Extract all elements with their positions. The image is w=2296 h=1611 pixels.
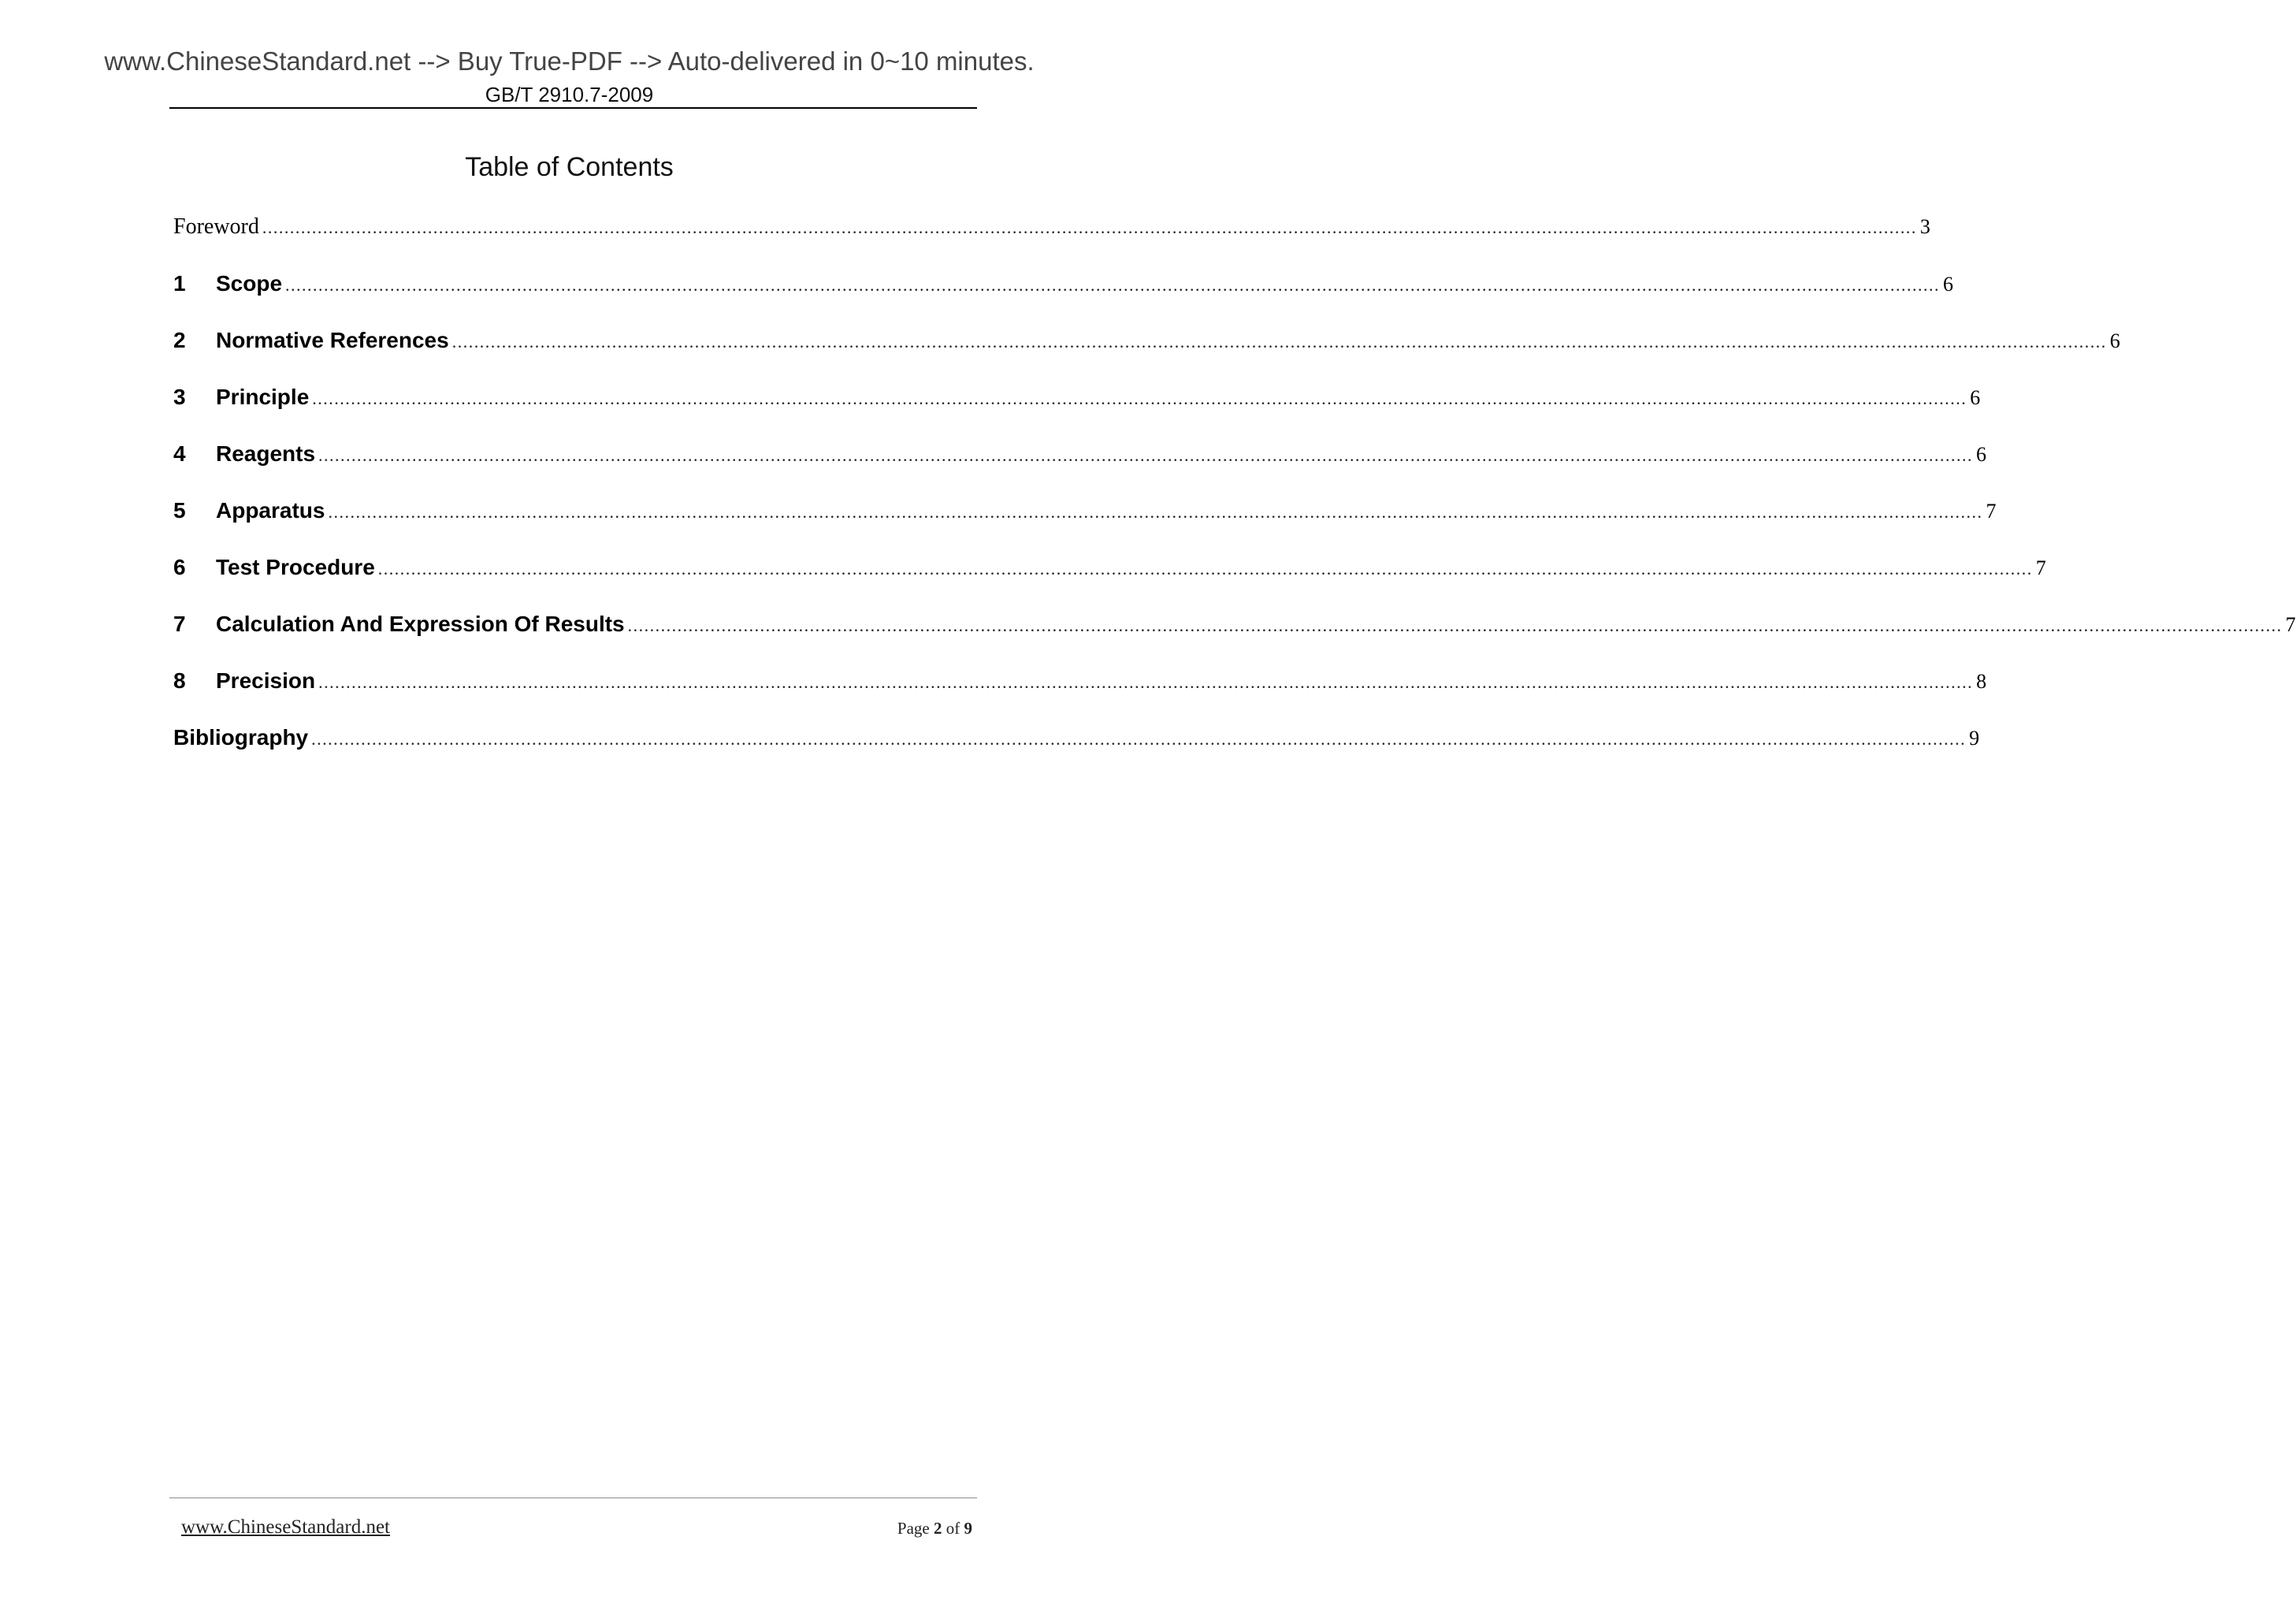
- toc-leader-dots: ............................................................................................................................................................................................................................................................................................................: [311, 729, 1967, 749]
- toc-entry-apparatus[interactable]: [173, 498, 1997, 536]
- toc-entry-number: 4: [173, 441, 186, 466]
- standard-code: GB/T 2910.7-2009: [485, 83, 654, 106]
- toc-leader-dots: ............................................................................................................................................................................................................................................................................................................: [318, 445, 1974, 465]
- current-page: 2: [934, 1519, 942, 1538]
- toc-entry-label: Scope: [216, 271, 283, 296]
- page-of: of: [946, 1519, 960, 1538]
- toc-leader-dots: ............................................................................................................................................................................................................................................................................................................: [262, 218, 1917, 237]
- toc-entry-label: Precision: [216, 668, 316, 693]
- toc-entry-number: 1: [173, 271, 186, 296]
- toc-entry-label: Apparatus: [216, 498, 325, 523]
- toc-leader-dots: ............................................................................................................................................................................................................................................................................................................: [328, 502, 1983, 522]
- toc-entry-page: 7: [1986, 500, 1997, 523]
- total-pages: 9: [964, 1519, 972, 1538]
- toc-leader-dots: ............................................................................................................................................................................................................................................................................................................: [377, 559, 2033, 579]
- toc-entry-principle[interactable]: [173, 385, 1981, 422]
- toc-leader-dots: ............................................................................................................................................................................................................................................................................................................: [312, 389, 1967, 408]
- toc-entry-page: 6: [1943, 273, 1954, 296]
- toc-entry-number: 8: [173, 668, 186, 693]
- toc-leader-dots: ............................................................................................................................................................................................................................................................................................................: [318, 672, 1974, 692]
- toc-entry-number: 3: [173, 385, 186, 409]
- toc-leader-dots: ............................................................................................................................................................................................................................................................................................................: [451, 332, 2107, 352]
- toc-entry-label: Foreword: [173, 214, 259, 239]
- toc-entry-precision[interactable]: [173, 668, 1987, 706]
- toc-entry-normative-references[interactable]: [173, 328, 2120, 366]
- toc-entry-page: 7: [2035, 556, 2046, 579]
- toc-entry-page: 3: [1919, 215, 1930, 238]
- toc-entry-page: 6: [1976, 443, 1987, 466]
- footer-site-link[interactable]: www.ChineseStandard.net: [181, 1516, 390, 1538]
- toc-entry-number: 2: [173, 328, 186, 352]
- toc-leader-dots: ............................................................................................................................................................................................................................................................................................................: [285, 275, 1941, 295]
- toc-entry-label: Reagents: [216, 441, 316, 466]
- toc-entry-bibliography[interactable]: [173, 725, 1980, 763]
- toc-title: Table of Contents: [465, 152, 674, 182]
- toc-entry-foreword[interactable]: [173, 214, 1930, 252]
- toc-entry-page: 8: [1976, 670, 1987, 693]
- toc-entry-number: 5: [173, 498, 186, 523]
- toc-entry-page: 9: [1969, 727, 1980, 750]
- toc-entry-label: Test Procedure: [216, 555, 375, 579]
- toc-entry-number: 6: [173, 555, 186, 579]
- page-number: [897, 1516, 972, 1540]
- header-divider: [169, 107, 977, 109]
- toc-entry-page: 6: [1970, 386, 1981, 409]
- toc-leader-dots: ............................................................................................................................................................................................................................................................................................................: [627, 616, 2283, 635]
- page-prefix: Page: [897, 1519, 930, 1538]
- toc-entry-number: 7: [173, 612, 186, 636]
- toc-entry-label: Bibliography: [173, 725, 309, 750]
- toc-entry-test-procedure[interactable]: [173, 555, 2046, 593]
- toc-entry-label: Normative References: [216, 328, 449, 352]
- site-banner: www.ChineseStandard.net --> Buy True-PDF --> Auto-delivered in 0~10 minutes.: [104, 47, 1035, 76]
- toc-entry-label: Calculation And Expression Of Results: [216, 612, 625, 636]
- toc-entry-scope[interactable]: [173, 271, 1954, 309]
- toc-entry-page: 6: [2109, 329, 2120, 352]
- toc-entry-calculation[interactable]: [173, 612, 2296, 649]
- toc-entry-label: Principle: [216, 385, 310, 409]
- toc-entry-page: 7: [2285, 613, 2296, 636]
- toc-entry-reagents[interactable]: [173, 441, 1987, 479]
